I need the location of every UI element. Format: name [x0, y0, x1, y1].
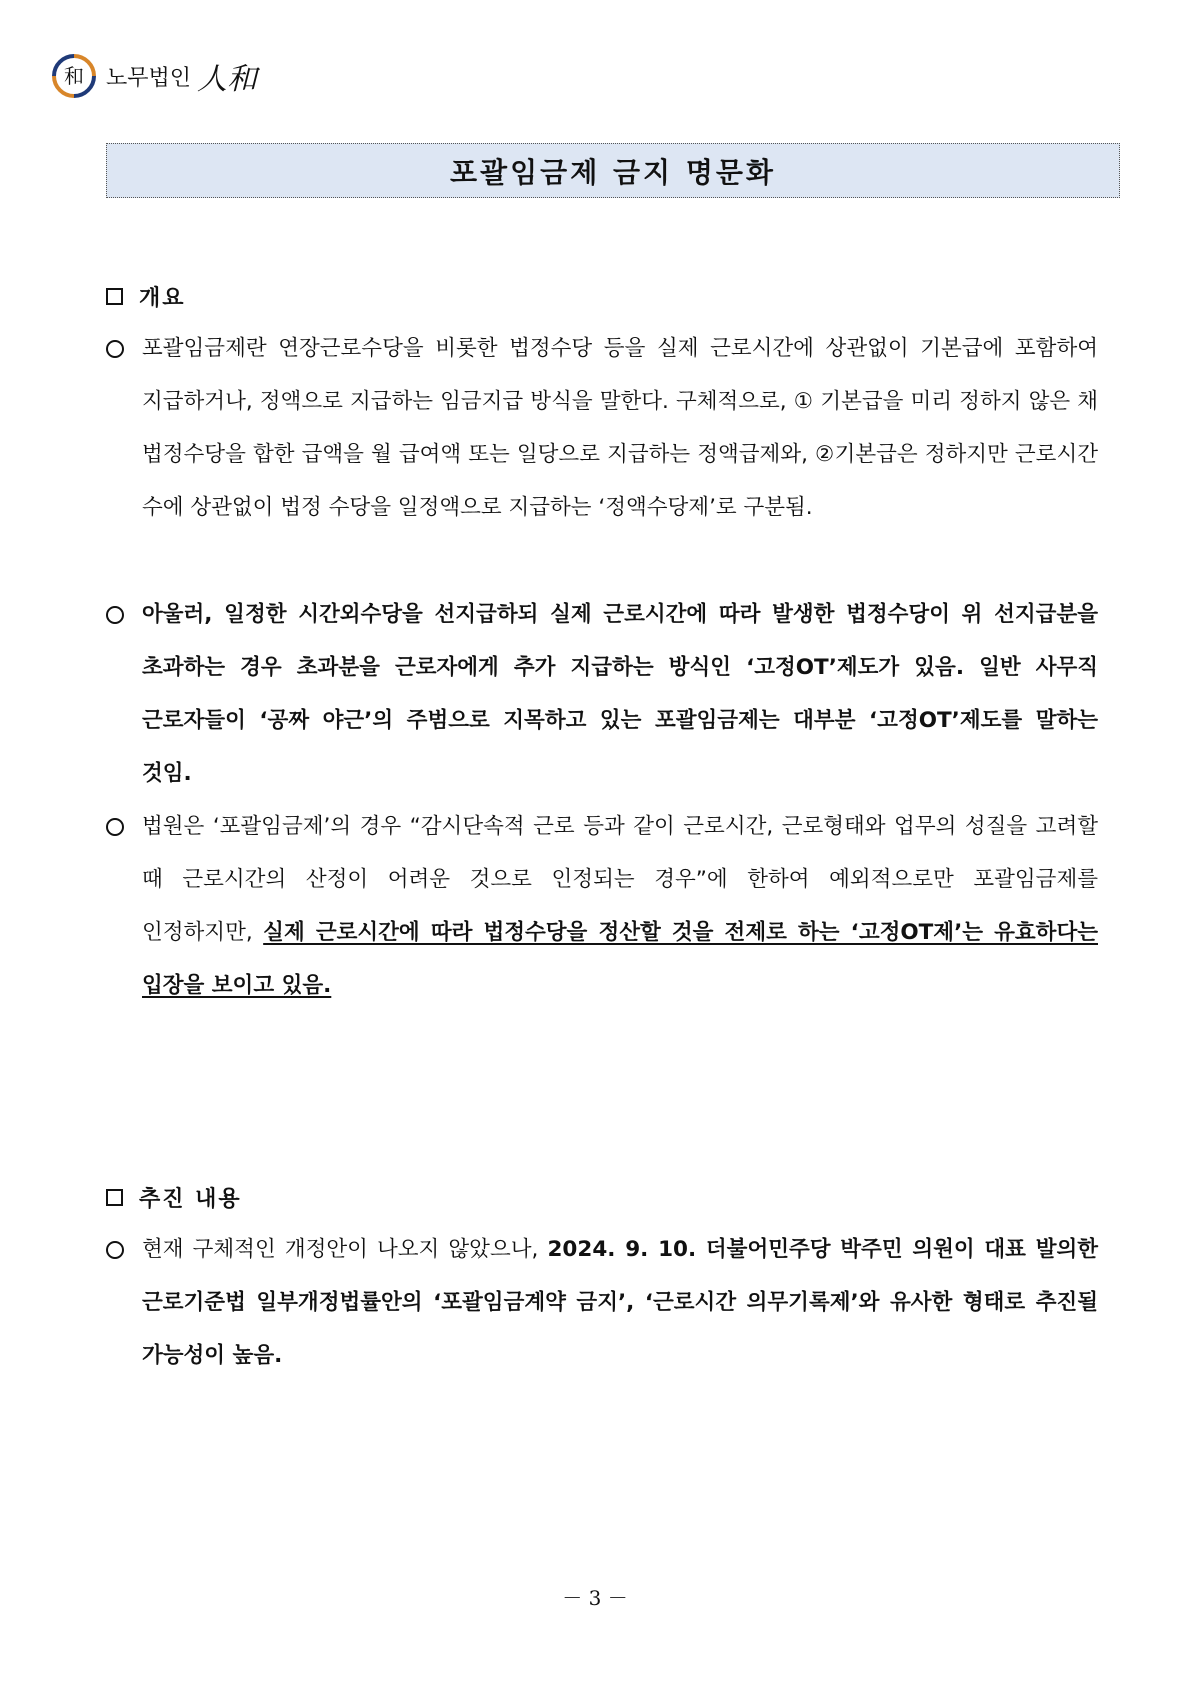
page-number: － 3 －	[562, 1586, 628, 1610]
circle-bullet-icon	[106, 818, 124, 836]
circle-bullet-icon	[106, 340, 124, 358]
paragraph-plain-part: 법원은 ‘포괄임금제’의 경우 “감시단속적 근로 등과 같이 근로시간, 근로형태와 업무의 성질을 고려할 때 근로시간의 산정이 어려운 것으로 인정되는 경우”에 한하여 예외적으로만 포괄임금제를 인정하지만,	[142, 814, 1098, 945]
paragraph-court-position	[106, 800, 1106, 1012]
paragraph-emphasis: 2024. 9. 10. 더불어민주당 박주민 의원이 대표 발의한 근로기준법 일부개정법률안의 ‘포괄임금계약 금지’, ‘근로시간 의무기록제’와 유사한 형태로 추진될 가능성이 높음.	[142, 1237, 1098, 1368]
firm-name: 노무법인	[106, 65, 192, 91]
paragraph-text	[142, 800, 1098, 1012]
brand-name: 人和	[197, 62, 258, 97]
paragraph-text: 포괄임금제란 연장근로수당을 비롯한 법정수당 등을 실제 근로시간에 상관없이 기본급에 포함하여 지급하거나, 정액으로 지급하는 임금지급 방식을 말한다. 구체적으로, ① 기본급을 미리 정하지 않은 채 법정수당을 합한 급액을 월 급여액 또는 일당으로 지급하는 정액급제와, ②기본급은 정하지만 근로시간 수에 상관없이 법정 수당을 일정액으로 지급하는 ‘정액수당제’로 구분됨.	[142, 336, 1098, 520]
section-heading-label: 추진 내용	[139, 1186, 242, 1212]
document-title-box	[106, 143, 1120, 198]
paragraph-definition	[106, 322, 1106, 534]
paragraph-emphasis: 실제 근로시간에 따라 법정수당을 정산할 것을 전제로 하는 ‘고정OT제’는 유효하다는 입장을 보이고 있음.	[142, 920, 1098, 998]
section-heading-label: 개요	[139, 285, 186, 311]
paragraph-text: 아울러, 일정한 시간외수당을 선지급하되 실제 근로시간에 따라 발생한 법정수당이 위 선지급분을 초과하는 경우 초과분을 근로자에게 추가 지급하는 방식인 ‘고정OT’제도가 있음. 일반 사무직 근로자들이 ‘공짜 야근’의 주범으로 지목하고 있는 포괄임금제는 대부분 ‘고정OT’제도를 말하는 것임.	[142, 602, 1098, 786]
paragraph-text	[142, 1223, 1098, 1382]
firm-logo	[50, 52, 257, 100]
logo-ring-icon	[50, 52, 98, 100]
square-bullet-icon	[106, 288, 123, 305]
circle-bullet-icon	[106, 606, 124, 624]
paragraph-plain-part: 현재 구체적인 개정안이 나오지 않았으나,	[142, 1237, 539, 1262]
circle-bullet-icon	[106, 1241, 124, 1259]
section-heading-plan	[106, 1182, 242, 1212]
paragraph-bill-proposal	[106, 1223, 1106, 1382]
logo-glyph: 和	[64, 64, 84, 88]
paragraph-fixed-ot	[106, 588, 1106, 800]
section-heading-overview	[106, 281, 186, 311]
document-title: 포괄임금제 금지 명문화	[450, 155, 776, 189]
square-bullet-icon	[106, 1189, 123, 1206]
